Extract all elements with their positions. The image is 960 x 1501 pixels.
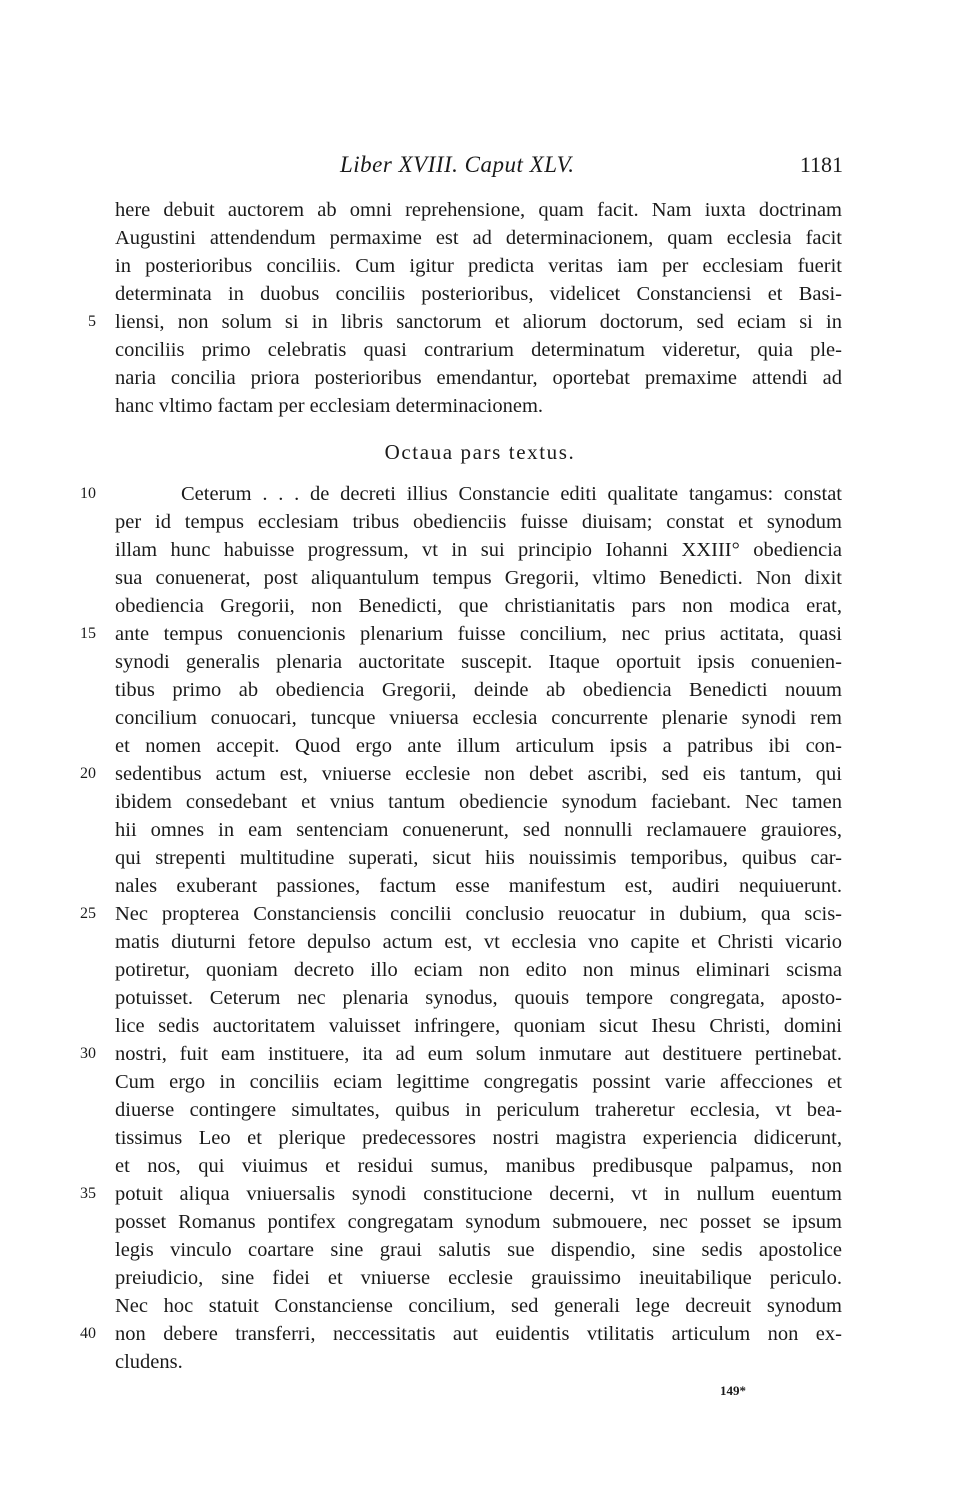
text-line [115,1124,842,1152]
running-title: Liber XVIII. Caput XLV. [340,152,575,177]
line-text: posset Romanus pontifex congregatam synodum submouere, nec posset se ipsum [115,1211,842,1233]
line-text: Augustini attendendum permaxime est ad determinacionem, quam ecclesia facit [115,227,842,249]
text-line [115,392,842,420]
text-line [88,308,842,336]
line-text: ante tempus conuencionis plenarium fuisse concilium, nec prius actitata, quasi [115,623,842,645]
signature-mark: 149* [720,1383,746,1398]
text-line [115,788,842,816]
line-text: preiudicio, sine fidei et vniuerse ecclesie grauissimo ineuitabilique periculo. [115,1267,842,1289]
line-text: conciliis primo celebratis quasi contrarium determinatum videretur, quia ple- [115,339,842,361]
text-line [115,1152,842,1180]
text-line [115,1292,842,1320]
text-line [80,760,842,788]
line-text: synodi generalis plenaria auctoritate suscepit. Itaque oportuit ipsis conuenien- [115,651,842,673]
line-number: 20 [80,765,96,782]
text-line [115,1096,842,1124]
text-line [115,732,842,760]
text-line [115,280,842,308]
section-heading: Octaua pars textus. [384,440,576,464]
line-text: sua conuenerat, post aliquantulum tempus Gregorii, vltimo Benedicti. Non dixit [115,567,842,589]
page-number: 1181 [799,152,843,177]
line-text: potuit aliqua vniuersalis synodi constitucione decerni, vt in nullum euentum [115,1183,842,1205]
line-text: in posterioribus conciliis. Cum igitur predicta veritas iam per ecclesiam fuerit [115,255,842,277]
line-number: 30 [80,1045,96,1062]
line-number: 35 [80,1185,96,1202]
line-text: qui strepenti multitudine superati, sicut hiis nouissimis temporibus, quibus car- [115,847,842,869]
line-text: determinata in duobus conciliis posterioribus, videlicet Constanciensi et Basi- [115,283,842,305]
line-text: potiretur, quoniam decreto illo eciam non edito non minus eliminari scisma [115,959,842,981]
text-line [115,816,842,844]
text-line [115,564,842,592]
text-line [115,844,842,872]
line-text: matis diuturni fetore depulso actum est, vt ecclesia vno capite et Christi vicario [115,931,842,953]
line-text: here debuit auctorem ab omni reprehensione, quam facit. Nam iuxta doctrinam [115,199,842,221]
text-line [80,900,842,928]
line-number: 15 [80,625,96,642]
line-text: cludens. [115,1351,183,1373]
line-text: Nec hoc statuit Constanciense concilium, sed generali lege decreuit synodum [115,1295,842,1317]
line-text: Nec propterea Constanciensis concilii conclusio reuocatur in dubium, qua scis- [115,903,842,925]
text-line [115,364,842,392]
text-line [80,480,842,508]
line-number: 25 [80,905,96,922]
text-line [115,1012,842,1040]
line-text: liensi, non solum si in libris sanctorum et aliorum doctorum, sed eciam si in [115,311,842,333]
text-line [115,1348,842,1376]
line-text: Ceterum . . . de decreti illius Constancie editi qualitate tangamus: constat [181,483,842,505]
line-text: lice sedis auctoritatem valuisset infringere, quoniam sicut Ihesu Christi, domini [115,1015,842,1037]
text-line [115,1236,842,1264]
text-line [115,676,842,704]
text-line [115,1068,842,1096]
text-line [80,1320,842,1348]
text-line [115,928,842,956]
paragraph-two [80,480,842,1376]
text-line [115,956,842,984]
line-text: illam hunc habuisse progressum, vt in sui principio Iohanni XXIII° obediencia [115,539,842,561]
text-line [115,252,842,280]
line-text: hanc vltimo factam per ecclesiam determinacionem. [115,395,544,417]
line-text: non debere transferri, neccessitatis aut euidentis vtilitatis articulum non ex- [115,1323,842,1345]
line-text: et nos, qui viuimus et residui sumus, manibus predibusque palpamus, non [115,1155,842,1177]
line-text: et nomen accepit. Quod ergo ante illum articulum ipsis a patribus ibi con- [115,735,842,757]
line-text: concilium conuocari, tuncque vniuersa ecclesia concurrente plenarie synodi rem [115,707,842,729]
line-text: nales exuberant passiones, factum esse manifestum est, audiri nequiuerunt. [115,875,842,897]
line-text: diuerse contingere simultates, quibus in periculum traheretur ecclesia, vt bea- [115,1099,842,1121]
text-line [115,224,842,252]
text-line [115,508,842,536]
line-text: potuisset. Ceterum nec plenaria synodus, quouis tempore congregata, aposto- [115,987,842,1009]
page-header [0,152,960,184]
line-number: 40 [80,1325,96,1342]
text-line [115,336,842,364]
text-line [115,1208,842,1236]
text-line [80,1040,842,1068]
line-text: hii omnes in eam sentenciam conuenerunt, sed nonnulli reclamauere grauiores, [115,819,842,841]
line-number: 5 [88,313,96,330]
text-line [80,1180,842,1208]
text-line [115,648,842,676]
line-text: per id tempus ecclesiam tribus obedienciis fuisse diuisam; constat et synodum [115,511,842,533]
line-text: sedentibus actum est, vniuerse ecclesie non debet ascribi, sed eis tantum, qui [115,763,842,785]
line-text: obediencia Gregorii, non Benedicti, que christianitatis pars non modica erat, [115,595,842,617]
paragraph-one [88,196,842,420]
text-line [115,872,842,900]
line-text: legis vinculo coartare sine graui salutis sue dispendio, sine sedis apostolice [115,1239,842,1261]
text-line [115,592,842,620]
text-line [80,620,842,648]
line-text: tissimus Leo et plerique predecessores nostri magistra experiencia didicerunt, [115,1127,842,1149]
text-line [115,1264,842,1292]
line-text: ibidem consedebant et vnius tantum obediencie synodum faciebant. Nec tamen [115,791,842,813]
line-number: 10 [80,485,96,502]
line-text: naria concilia priora posterioribus emendantur, oportebat premaxime attendi ad [115,367,842,389]
line-text: tibus primo ab obediencia Gregorii, deinde ab obediencia Benedicti nouum [115,679,842,701]
text-line [115,196,842,224]
line-text: nostri, fuit eam instituere, ita ad eum solum inmutare aut destituere pertinebat. [115,1043,842,1065]
text-line [115,984,842,1012]
line-text: Cum ergo in conciliis eciam legittime congregatis possint varie affecciones et [115,1071,842,1093]
text-line [115,704,842,732]
text-line [115,536,842,564]
